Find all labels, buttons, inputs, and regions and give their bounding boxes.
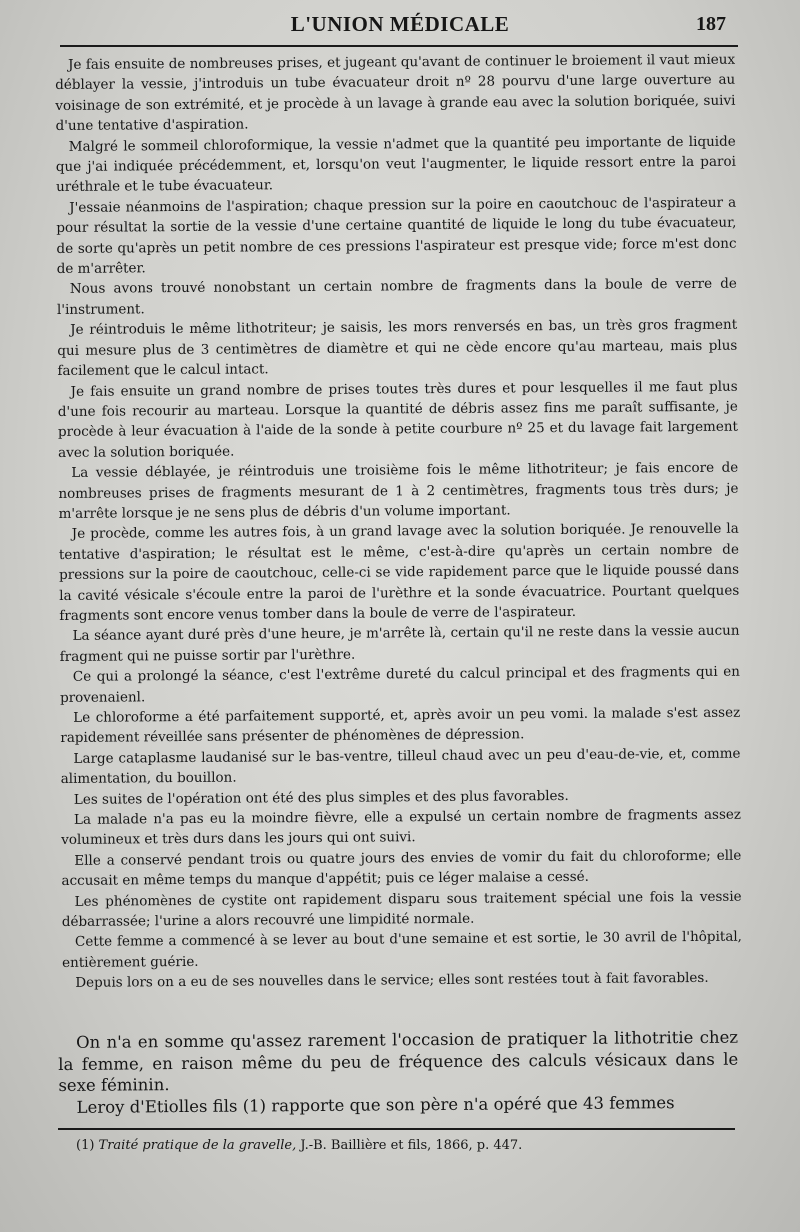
paragraph: La vessie déblayée, je réintroduis une troisième fois le même lithotriteur; je fais encore de nombreuses prises de fragments mesurant de 1 à 2 centimètres, fragments tous très durs; je m'arrête lorsque je ne sens plus de débris d'un volume important. xyxy=(58,459,739,522)
paragraph: La séance ayant duré près d'une heure, je m'arrête là, certain qu'il ne reste dans la vessie aucun fragment qui ne puisse sortir par l'urèthre. xyxy=(59,623,740,665)
header-rule xyxy=(60,45,738,47)
paragraph: Nous avons trouvé nonobstant un certain nombre de fragments dans la boule de verre de l'instrument. xyxy=(56,276,737,318)
page-header xyxy=(60,6,740,40)
large-paragraph: Leroy d'Etiolles fils (1) rapporte que son père n'a opéré que 43 femmes xyxy=(76,1092,675,1117)
paragraph: La malade n'a pas eu la moindre fièvre, elle a expulsé un certain nombre de fragments assez volumineux et très durs dans les jours qui ont suivi. xyxy=(61,806,742,849)
large-text-section xyxy=(58,1027,739,1118)
running-title: L'UNION MÉDICALE xyxy=(290,12,510,36)
paragraph: Je réintroduis le même lithotriteur; je saisis, les mors renversés en bas, un très gros fragment qui mesure plus de 3 centimètres de diamètre et qui ne cède encore qu'au marteau, mais plus facilement que le calcul intact. xyxy=(57,316,738,380)
paragraph: Cette femme a commencé à se lever au bout d'une semaine et est sortie, le 30 avril de l'hôpital, entièrement guérie. xyxy=(62,929,743,971)
paragraph: Je fais ensuite un grand nombre de prises toutes très dures et pour lesquelles il me faut plus d'une fois recourir au marteau. Lorsque la quantité de débris assez fins me paraît suffisante, je procède à leur évacuation à l'aide de la sonde à petite courbure nº 25 et du lavage fait largement avec la solution boriquée. xyxy=(57,378,739,461)
paragraph: Malgré le sommeil chloroformique, la vessie n'admet que la quantité peu importante de liquide que j'ai indiquée précédemment, et, lorsqu'on veut l'augmenter, le liquide ressort entre la paroi uréthrale et le tube évacuateur. xyxy=(55,133,736,196)
footnote-rule xyxy=(58,1128,735,1130)
footnote-marker: (1) xyxy=(76,1138,99,1153)
paragraph: Les suites de l'opération ont été des plus simples et des plus favorables. xyxy=(73,787,569,808)
large-paragraph: On n'a en somme qu'assez rarement l'occasion de pratiquer la lithotritie chez la femme, en raison même du peu de fréquence des calculs vésicaux dans le sexe féminin. xyxy=(58,1027,739,1095)
body-text xyxy=(55,50,742,994)
paragraph: J'essaie néanmoins de l'aspiration; chaque pression sur la poire en caoutchouc de l'aspirateur a pour résultat la sortie de la vessie d'une certaine quantité de liquide le long du tube évacuateur, de sorte qu'après un petit nombre de ces pressions l'aspirateur est presque vide; force m'est donc de m'arrêter. xyxy=(56,194,737,278)
footnote-publication: J.-B. Baillière et fils, 1866, p. 447. xyxy=(300,1138,523,1153)
paragraph: Je fais ensuite de nombreuses prises, et jugeant qu'avant de continuer le broiement il vaut mieux déblayer la vessie, j'introduis un tube évacuateur droit nº 28 pourvu d'une large ouverture au voisinage de son extrémité, et je procède à un lavage à grande eau avec la solution boriquée, suivi d'une tentative d'aspiration. xyxy=(55,51,736,135)
paragraph: Je procède, comme les autres fois, à un grand lavage avec la solution boriquée. Je renouvelle la tentative d'aspiration; le résultat est le même, c'est-à-dire qu'après un certain nombre de pressions sur la poire de caoutchouc, celle-ci se vide rapidement parce que le liquide poussé dans la cavité vésicale s'écoule entre la paroi de l'urèthre et la sonde évacuatrice. Pourtant quelques fragments sont encore venus tomber dans la boule de verre de l'aspirateur. xyxy=(58,520,740,624)
paragraph: Ce qui a prolongé la séance, c'est l'extrême dureté du calcul principal et des fragments qui en provenaienl. xyxy=(59,663,740,706)
paragraph: Le chloroforme a été parfaitement supporté, et, après avoir un peu vomi. la malade s'est assez rapidement réveillée sans présenter de phénomènes de dépression. xyxy=(60,704,741,747)
paragraph: Depuis lors on a eu de ses nouvelles dans le service; elles sont restées tout à fait favorables. xyxy=(75,970,709,992)
paragraph: Large cataplasme laudanisé sur le bas-ventre, tilleul chaud avec un peu d'eau-de-vie, et, comme alimentation, du bouillon. xyxy=(60,745,741,788)
paragraph: Elle a conservé pendant trois ou quatre jours des envies de vomir du fait du chloroforme; elle accusait en même temps du manque d'appétit; puis ce léger malaise a cessé. xyxy=(61,847,742,890)
page-number: 187 xyxy=(696,13,726,35)
paragraph: Les phénomènes de cystite ont rapidement disparu sous traitement spécial une fois la vessie débarrassée; l'urine a alors recouvré une limpidité normale. xyxy=(61,888,742,931)
footnote-title: Traité pratique de la gravelle, xyxy=(98,1138,297,1153)
footnote xyxy=(76,1138,736,1153)
